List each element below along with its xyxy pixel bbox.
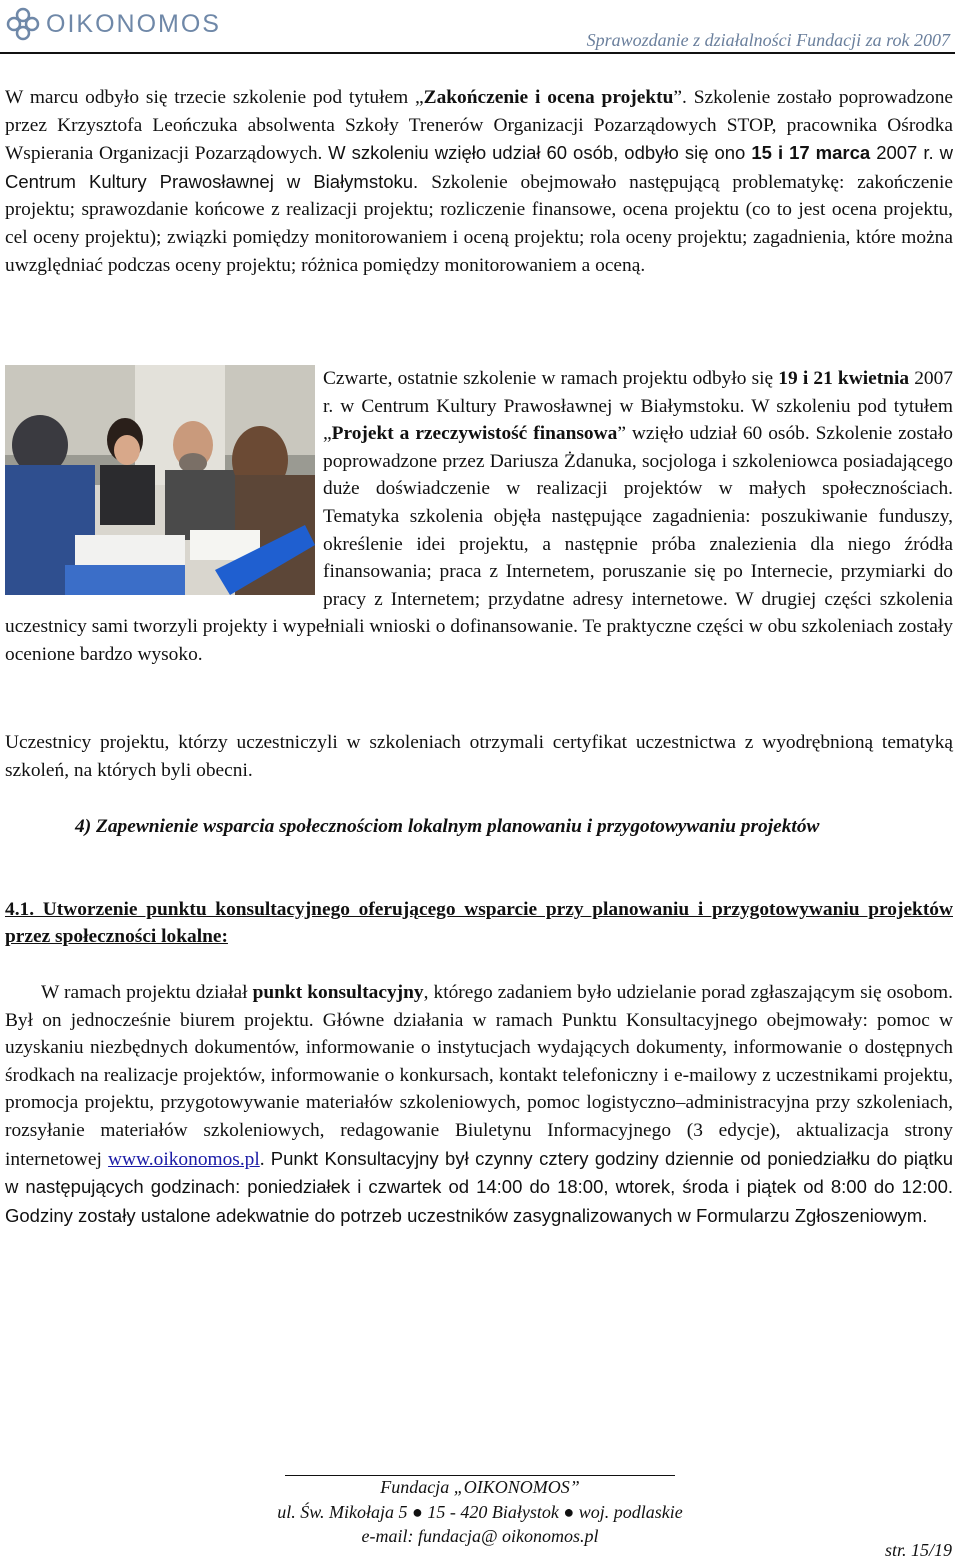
paragraph-consultation-point [5,979,953,1230]
bold-text: punkt konsultacyjny [252,982,424,1003]
footer-address [0,1502,960,1523]
bold-text: 15 i 17 marca [751,142,871,164]
photo-float-spacer [5,365,323,603]
footer-street: ul. Św. Mikołaja 5 [277,1502,408,1522]
bold-text: 19 i 21 kwietnia [778,368,910,389]
text: W marcu odbyło się trzecie szkolenie pod tytułem „ [5,87,424,108]
footer-foundation-name: Fundacja „OIKONOMOS” [380,1477,580,1497]
footer-region: woj. podlaskie [578,1502,683,1522]
text: , którego zadaniem było udzielanie porad zgłaszającym się osobom. Był on jednocześnie biurem projektu. Główne działania w ramach Punktu Konsultacyjnego obejmowały: pomoc w uzyskaniu niezbędnych dokumentów, informowanie o instytucjach wydających dokumenty, informowanie o dostępnych środkach na realizacje projektów, informowanie o konkursach, kontakt telefoniczny i e-mailowy z uczestnikami projektu, promocja projektu, przygotowywanie materiałów szkoleniowych, pomoc logistyczno–administracyjna przy szkoleniach, rozsyłanie materiałów szkoleniowych, redagowanie Biuletynu Informacyjnego (3 edycje), aktualizacja strony internetowej [5,982,953,1170]
text: 2007 r. w Centrum Kultury Prawosławnej w Białymstoku. W szkoleniu pod tytułem „ [323,368,953,445]
text: W ramach projektu działał [41,982,253,1003]
text: W szkoleniu wzięło udział 60 osób, odbyło się ono [328,142,752,164]
text: Czwarte, ostatnie szkolenie w ramach projektu odbyło się [323,368,779,389]
text: 2007 r. w Centrum Kultury Prawosławnej w Białymstoku. [5,142,953,192]
paragraph-certificates: Uczestnicy projektu, którzy uczestniczyli w szkoleniach otrzymali certyfikat uczestnictwa z wyodrębnioną tematyką szkoleń, na których byli obecni. [5,732,953,781]
bold-text: Projekt a rzeczywistość finansowa [331,423,618,445]
logo-text: OIKONOMOS [46,9,221,38]
header-title: Sprawozdanie z działalności Fundacji za rok 2007 [586,30,950,50]
header-divider [0,52,955,54]
section-heading-4-1: 4.1. Utworzenie punktu konsultacyjnego oferującego wsparcie przy planowaniu i przygotowywaniu projektów przez społeczności lokalne: [5,899,953,947]
text: Szkolenie obejmowało następującą problematykę: zakończenie projektu; sprawozdanie końcowe z realizacji projektu; rozliczenie finansowe, ocena projektu (co to jest ocena projektu, cel oceny projektu); związki pomiędzy monitorowaniem i oceną projektu; rola oceny projektu; zagadnienia, które można uwzględniać podczas oceny projektu; różnica pomiędzy monitorowaniem a oceną. [5,171,953,276]
paragraph-third-training [5,84,953,279]
page-header [0,0,960,52]
bullet-icon: ● [411,1502,423,1522]
bold-text: Zakończenie i ocena projektu [423,87,674,108]
text: ”. Szkolenie zostało poprowadzone przez Krzysztofa Leończuka absolwenta Szkoły Trenerów Organizacji Pozarządowych STOP, pracownika Ośrodka Wspierania Organizacji Pozarządowych. [5,87,953,165]
text: Punkt Konsultacyjny był czynny cztery godziny dziennie od poniedziałku do piątku w następujących godzinach: poniedziałek i czwartek od 14:00 do 18:00, wtorek, środa i piątek od 8:00 do 12:00. Godziny zostały ustalone adekwatnie do potrzeb uczestników zasygnalizowanych w Formularzu Zgłoszeniowym. [5,1147,954,1226]
footer-city: 15 - 420 Białystok [427,1502,559,1522]
bullet-icon: ● [563,1502,575,1522]
text: ” wzięło udział 60 osób. Szkolenie zostało poprowadzone przez Dariusza Żdanuka, socjologa i szkoleniowca posiadającego duże doświadczenie w realizacji projektów w małych społecznościach. Tematyka szkolenia objęła następujące zagadnienia: poszukiwanie funduszy, określenie idei projektu, a następnie próba znalezienia dla niego źródła finansowania; praca z Internetem, poruszanie się po Internecie, przymiarki do pracy z Internetem; przydatne adresy internetowe. W drugiej części szkolenia uczestnicy sami tworzyli projekty i wypełniali wnioski o dofinansowanie. Te praktyczne części w obu szkoleniach zostały ocenione bardzo wysoko. [5,423,953,665]
text: . [259,1148,271,1170]
paragraph-fourth-training [5,365,953,669]
oikonomos-logo [6,4,221,44]
footer-email: e-mail: fundacja@ oikonomos.pl [361,1526,599,1546]
website-link[interactable]: www.oikonomos.pl [108,1148,260,1170]
logo-flower-icon [6,7,40,41]
page-number: str. 15/19 [884,1540,952,1560]
footer-divider [285,1475,675,1476]
section-heading-4: 4) Zapewnienie wsparcia społecznościom lokalnym planowaniu i przygotowywaniu projektów [75,816,820,837]
